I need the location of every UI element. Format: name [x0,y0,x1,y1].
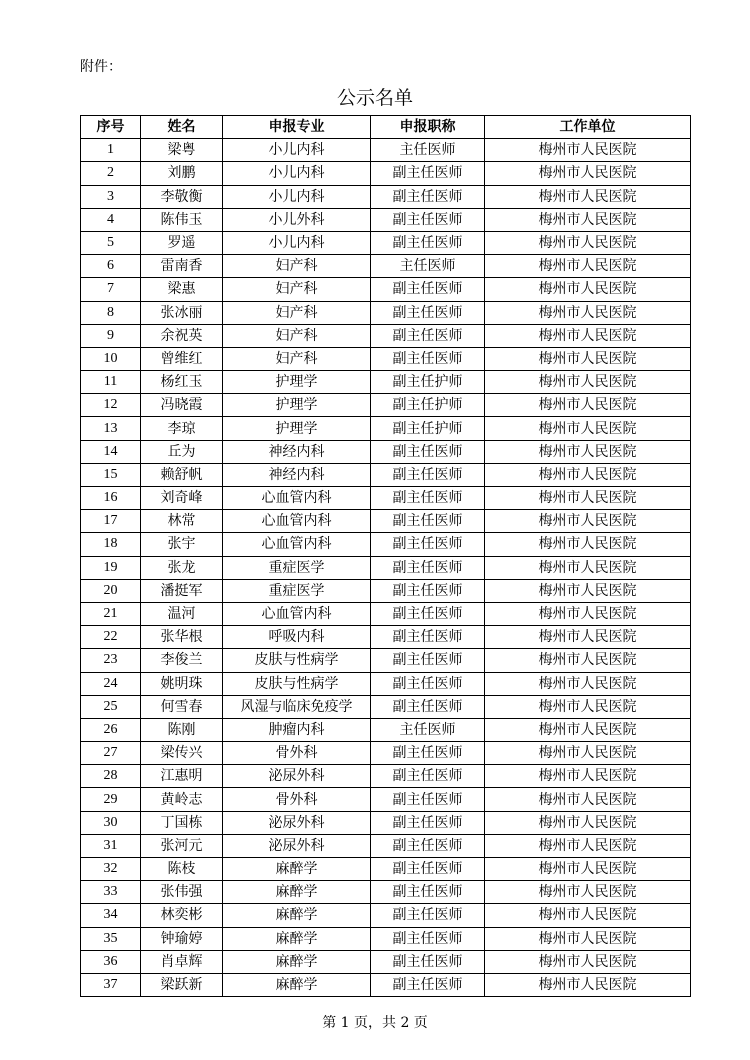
cell-name: 梁粤 [141,139,223,162]
cell-seq: 35 [81,927,141,950]
cell-workplace: 梅州市人民医院 [485,973,691,996]
cell-workplace: 梅州市人民医院 [485,278,691,301]
cell-seq: 20 [81,579,141,602]
cell-specialty: 骨外科 [223,788,371,811]
cell-seq: 33 [81,881,141,904]
table-row [81,788,691,811]
cell-title: 副主任医师 [371,278,485,301]
table-row [81,440,691,463]
cell-name: 梁跃新 [141,973,223,996]
cell-name: 余祝英 [141,324,223,347]
cell-workplace: 梅州市人民医院 [485,487,691,510]
cell-workplace: 梅州市人民医院 [485,301,691,324]
cell-workplace: 梅州市人民医院 [485,417,691,440]
cell-specialty: 护理学 [223,417,371,440]
cell-workplace: 梅州市人民医院 [485,881,691,904]
cell-workplace: 梅州市人民医院 [485,742,691,765]
cell-name: 张宇 [141,533,223,556]
cell-specialty: 心血管内科 [223,602,371,625]
cell-seq: 21 [81,602,141,625]
header-title: 申报职称 [371,116,485,139]
document-title: 公示名单 [336,87,413,109]
cell-seq: 18 [81,533,141,556]
cell-name: 曾维红 [141,347,223,370]
cell-specialty: 妇产科 [223,347,371,370]
cell-title: 副主任医师 [371,973,485,996]
cell-specialty: 小儿内科 [223,231,371,254]
cell-specialty: 护理学 [223,394,371,417]
table-row [81,463,691,486]
cell-seq: 31 [81,834,141,857]
cell-seq: 4 [81,208,141,231]
table-row [81,927,691,950]
cell-name: 梁惠 [141,278,223,301]
cell-workplace: 梅州市人民医院 [485,185,691,208]
page-footer: 第 1 页，共 2 页 [322,1015,428,1031]
cell-name: 雷南香 [141,255,223,278]
table-header-row [81,116,691,139]
table-row [81,162,691,185]
table-row [81,904,691,927]
cell-title: 副主任医师 [371,811,485,834]
cell-specialty: 麻醉学 [223,881,371,904]
table-row [81,510,691,533]
cell-workplace: 梅州市人民医院 [485,695,691,718]
cell-workplace: 梅州市人民医院 [485,324,691,347]
cell-title: 副主任医师 [371,324,485,347]
cell-workplace: 梅州市人民医院 [485,208,691,231]
cell-title: 副主任护师 [371,417,485,440]
cell-seq: 22 [81,626,141,649]
cell-name: 赖舒帆 [141,463,223,486]
cell-workplace: 梅州市人民医院 [485,510,691,533]
cell-specialty: 心血管内科 [223,510,371,533]
cell-seq: 5 [81,231,141,254]
cell-specialty: 麻醉学 [223,858,371,881]
cell-workplace: 梅州市人民医院 [485,533,691,556]
cell-name: 张河元 [141,834,223,857]
table-row [81,185,691,208]
cell-name: 李琼 [141,417,223,440]
cell-name: 刘奇峰 [141,487,223,510]
cell-workplace: 梅州市人民医院 [485,649,691,672]
cell-workplace: 梅州市人民医院 [485,811,691,834]
cell-workplace: 梅州市人民医院 [485,718,691,741]
cell-title: 副主任医师 [371,765,485,788]
cell-specialty: 护理学 [223,371,371,394]
cell-title: 副主任医师 [371,556,485,579]
cell-seq: 29 [81,788,141,811]
cell-name: 钟瑜婷 [141,927,223,950]
cell-seq: 13 [81,417,141,440]
table-row [81,649,691,672]
cell-seq: 27 [81,742,141,765]
table-row [81,417,691,440]
cell-workplace: 梅州市人民医院 [485,950,691,973]
cell-title: 副主任医师 [371,742,485,765]
table-row [81,394,691,417]
table-row [81,324,691,347]
cell-name: 李俊兰 [141,649,223,672]
cell-title: 副主任医师 [371,788,485,811]
cell-specialty: 风湿与临床免疫学 [223,695,371,718]
cell-title: 副主任医师 [371,904,485,927]
cell-name: 陈伟玉 [141,208,223,231]
table-body [81,139,691,997]
cell-seq: 30 [81,811,141,834]
table-row [81,742,691,765]
table-row [81,858,691,881]
cell-specialty: 麻醉学 [223,927,371,950]
cell-workplace: 梅州市人民医院 [485,255,691,278]
cell-workplace: 梅州市人民医院 [485,579,691,602]
cell-title: 副主任医师 [371,950,485,973]
cell-seq: 34 [81,904,141,927]
cell-specialty: 麻醉学 [223,950,371,973]
cell-title: 副主任医师 [371,649,485,672]
cell-specialty: 麻醉学 [223,973,371,996]
cell-name: 陈刚 [141,718,223,741]
cell-name: 丁国栋 [141,811,223,834]
cell-title: 副主任医师 [371,672,485,695]
cell-specialty: 皮肤与性病学 [223,649,371,672]
cell-workplace: 梅州市人民医院 [485,371,691,394]
cell-name: 何雪春 [141,695,223,718]
cell-specialty: 妇产科 [223,301,371,324]
cell-workplace: 梅州市人民医院 [485,347,691,370]
cell-seq: 26 [81,718,141,741]
cell-seq: 9 [81,324,141,347]
cell-name: 张冰丽 [141,301,223,324]
cell-workplace: 梅州市人民医院 [485,834,691,857]
cell-title: 副主任护师 [371,371,485,394]
table-row [81,579,691,602]
cell-title: 副主任医师 [371,695,485,718]
cell-title: 副主任医师 [371,440,485,463]
cell-title: 副主任医师 [371,510,485,533]
table-row [81,834,691,857]
cell-workplace: 梅州市人民医院 [485,602,691,625]
cell-seq: 12 [81,394,141,417]
cell-specialty: 妇产科 [223,278,371,301]
cell-title: 主任医师 [371,718,485,741]
cell-name: 姚明珠 [141,672,223,695]
table-row [81,811,691,834]
cell-name: 丘为 [141,440,223,463]
table-row [81,533,691,556]
cell-name: 林奕彬 [141,904,223,927]
cell-seq: 7 [81,278,141,301]
cell-title: 副主任医师 [371,347,485,370]
cell-specialty: 重症医学 [223,579,371,602]
cell-seq: 16 [81,487,141,510]
table-row [81,602,691,625]
cell-name: 张伟强 [141,881,223,904]
cell-name: 江惠明 [141,765,223,788]
header-specialty: 申报专业 [223,116,371,139]
cell-name: 刘鹏 [141,162,223,185]
table-row [81,765,691,788]
cell-specialty: 骨外科 [223,742,371,765]
cell-name: 林常 [141,510,223,533]
roster-table [80,115,691,997]
cell-name: 梁传兴 [141,742,223,765]
table-row [81,371,691,394]
table-row [81,556,691,579]
table-row [81,487,691,510]
table-row [81,347,691,370]
cell-seq: 10 [81,347,141,370]
cell-name: 潘挺军 [141,579,223,602]
cell-specialty: 心血管内科 [223,487,371,510]
cell-title: 主任医师 [371,255,485,278]
cell-name: 李敬衡 [141,185,223,208]
table-row [81,973,691,996]
cell-specialty: 泌尿外科 [223,765,371,788]
cell-workplace: 梅州市人民医院 [485,440,691,463]
cell-title: 副主任医师 [371,185,485,208]
cell-title: 副主任医师 [371,231,485,254]
cell-seq: 25 [81,695,141,718]
cell-title: 副主任医师 [371,602,485,625]
cell-workplace: 梅州市人民医院 [485,904,691,927]
cell-title: 副主任医师 [371,301,485,324]
cell-seq: 8 [81,301,141,324]
cell-title: 副主任医师 [371,208,485,231]
cell-title: 主任医师 [371,139,485,162]
cell-seq: 36 [81,950,141,973]
cell-seq: 23 [81,649,141,672]
cell-name: 陈枝 [141,858,223,881]
cell-seq: 3 [81,185,141,208]
cell-title: 副主任医师 [371,463,485,486]
cell-seq: 24 [81,672,141,695]
table-row [81,672,691,695]
cell-title: 副主任医师 [371,162,485,185]
cell-name: 温河 [141,602,223,625]
cell-workplace: 梅州市人民医院 [485,556,691,579]
cell-title: 副主任医师 [371,881,485,904]
cell-seq: 17 [81,510,141,533]
attachment-label: 附件： [80,59,122,75]
cell-workplace: 梅州市人民医院 [485,394,691,417]
table-row [81,231,691,254]
cell-workplace: 梅州市人民医院 [485,858,691,881]
cell-seq: 15 [81,463,141,486]
cell-specialty: 小儿外科 [223,208,371,231]
cell-specialty: 肿瘤内科 [223,718,371,741]
cell-title: 副主任医师 [371,487,485,510]
cell-name: 肖卓辉 [141,950,223,973]
cell-name: 张龙 [141,556,223,579]
table-row [81,301,691,324]
cell-workplace: 梅州市人民医院 [485,672,691,695]
cell-specialty: 小儿内科 [223,185,371,208]
cell-seq: 28 [81,765,141,788]
header-workplace: 工作单位 [485,116,691,139]
table-row [81,881,691,904]
cell-workplace: 梅州市人民医院 [485,463,691,486]
table-row [81,695,691,718]
cell-title: 副主任医师 [371,533,485,556]
cell-name: 黄岭志 [141,788,223,811]
header-seq: 序号 [81,116,141,139]
table-row [81,208,691,231]
cell-name: 罗遥 [141,231,223,254]
cell-seq: 11 [81,371,141,394]
cell-specialty: 心血管内科 [223,533,371,556]
cell-specialty: 呼吸内科 [223,626,371,649]
table-row [81,139,691,162]
cell-seq: 6 [81,255,141,278]
cell-specialty: 小儿内科 [223,162,371,185]
cell-seq: 2 [81,162,141,185]
cell-name: 冯晓霞 [141,394,223,417]
cell-name: 杨红玉 [141,371,223,394]
cell-workplace: 梅州市人民医院 [485,927,691,950]
cell-specialty: 神经内科 [223,440,371,463]
cell-workplace: 梅州市人民医院 [485,139,691,162]
cell-workplace: 梅州市人民医院 [485,765,691,788]
cell-workplace: 梅州市人民医院 [485,162,691,185]
cell-specialty: 泌尿外科 [223,834,371,857]
table-row [81,718,691,741]
cell-seq: 19 [81,556,141,579]
cell-specialty: 神经内科 [223,463,371,486]
cell-title: 副主任医师 [371,626,485,649]
cell-seq: 32 [81,858,141,881]
table-row [81,950,691,973]
cell-workplace: 梅州市人民医院 [485,788,691,811]
cell-workplace: 梅州市人民医院 [485,231,691,254]
cell-specialty: 妇产科 [223,255,371,278]
cell-specialty: 泌尿外科 [223,811,371,834]
table-row [81,278,691,301]
cell-seq: 37 [81,973,141,996]
table-row [81,255,691,278]
cell-title: 副主任医师 [371,579,485,602]
cell-specialty: 小儿内科 [223,139,371,162]
cell-workplace: 梅州市人民医院 [485,626,691,649]
cell-specialty: 皮肤与性病学 [223,672,371,695]
cell-title: 副主任医师 [371,834,485,857]
cell-title: 副主任医师 [371,858,485,881]
cell-seq: 1 [81,139,141,162]
header-name: 姓名 [141,116,223,139]
cell-specialty: 妇产科 [223,324,371,347]
cell-specialty: 麻醉学 [223,904,371,927]
cell-title: 副主任医师 [371,927,485,950]
table-row [81,626,691,649]
cell-specialty: 重症医学 [223,556,371,579]
cell-seq: 14 [81,440,141,463]
cell-name: 张华根 [141,626,223,649]
cell-title: 副主任护师 [371,394,485,417]
